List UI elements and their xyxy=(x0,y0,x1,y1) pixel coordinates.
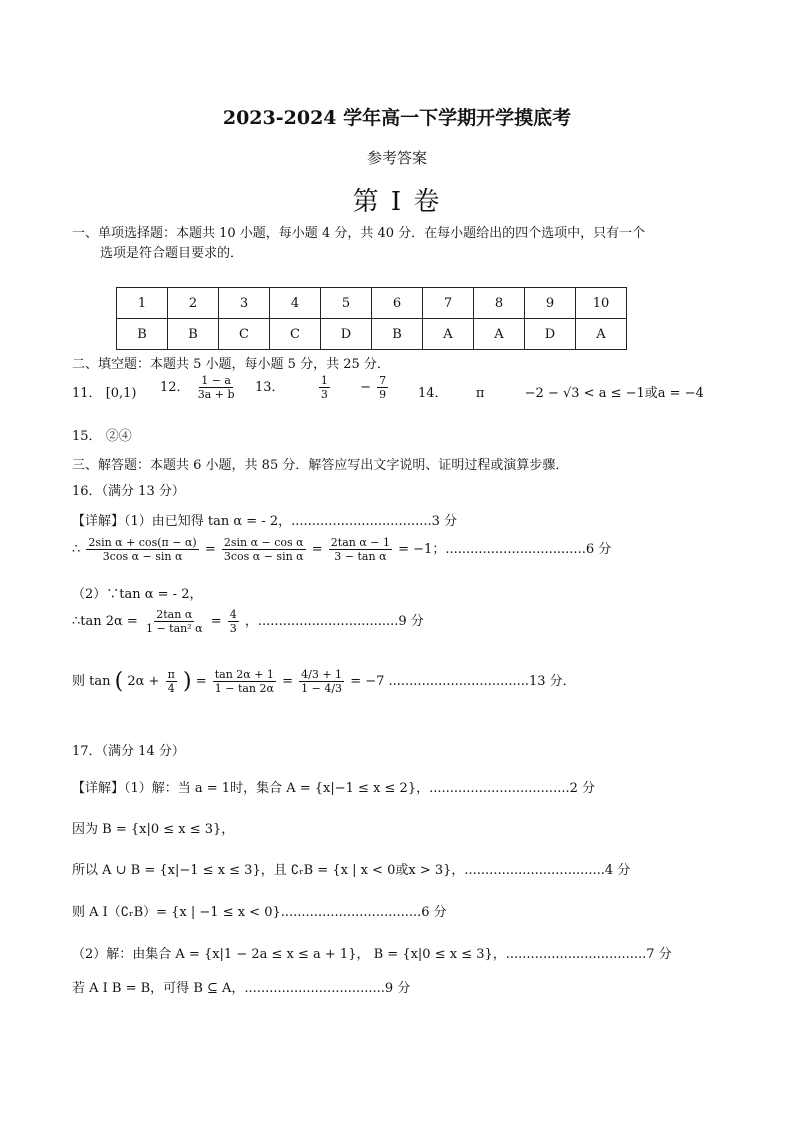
q13-b-denominator: 9 xyxy=(379,388,387,402)
q17-step6: 若 A I B = B，可得 B ⊆ A，..................................9 分 xyxy=(72,981,411,996)
table-cell: 1 xyxy=(117,288,168,319)
fraction-numerator: 4 xyxy=(229,608,237,621)
q13-row xyxy=(255,374,390,401)
volume-heading: 第 I 卷 xyxy=(352,187,442,217)
equals-sign: = xyxy=(210,614,222,630)
q11-label: 11． xyxy=(72,386,102,401)
q13-b-sign: − xyxy=(360,380,372,396)
q13-answer-b xyxy=(377,374,388,401)
q13-label: 13． xyxy=(255,380,285,396)
q14-answer-a: π xyxy=(475,386,485,401)
fraction-numerator: 4/3 + 1 xyxy=(301,668,343,681)
q15-row xyxy=(72,425,132,444)
q16-step4-tail: = −7 ..................................13 分． xyxy=(350,674,576,690)
q13-a-numerator: 1 xyxy=(320,374,328,387)
q12-denominator: 3a + b xyxy=(197,388,235,402)
q17-step2: 因为 B = {x|0 ≤ x ≤ 3}， xyxy=(72,822,235,837)
fraction-numerator: π xyxy=(167,668,175,681)
q14-label: 14． xyxy=(418,386,448,401)
answer-table-answer-row xyxy=(117,319,627,350)
table-cell: 5 xyxy=(321,288,372,319)
table-cell: C xyxy=(219,319,270,350)
table-cell: A xyxy=(474,319,525,350)
q16-step3-tail: ，..................................9 分 xyxy=(244,614,424,630)
q12-label: 12． xyxy=(160,380,190,396)
q16-tan2a-fraction xyxy=(144,608,205,635)
q16-compound-fraction xyxy=(299,668,344,695)
table-cell: 10 xyxy=(576,288,627,319)
q17-step1: 【详解】（1）解：当 a = 1时，集合 A = {x|−1 ≤ x ≤ 2}，..................................2 分 xyxy=(72,781,595,796)
section3-heading: 三、解答题：本题共 6 小题，共 85 分．解答应写出文字说明、证明过程或演算步骤． xyxy=(72,458,569,473)
q17-header: 17．（满分 14 分） xyxy=(72,744,185,759)
fraction-denominator: 3cos α − sin α xyxy=(223,550,304,564)
fraction-numerator: 2sin α − cos α xyxy=(223,536,304,549)
q12-row xyxy=(160,374,239,401)
q16-step1: 【详解】（1）由已知得 tan α = - 2，..................................3 分 xyxy=(72,514,458,529)
table-cell: B xyxy=(168,319,219,350)
table-cell: D xyxy=(525,319,576,350)
fraction-numerator: tan 2α + 1 xyxy=(214,668,274,681)
table-cell: 3 xyxy=(219,288,270,319)
answer-table-number-row xyxy=(117,288,627,319)
q16-step3-prefix: ∴tan 2α = xyxy=(72,614,138,630)
section2-heading: 二、填空题：本题共 5 小题，每小题 5 分，共 25 分． xyxy=(72,357,390,372)
table-cell: 7 xyxy=(423,288,474,319)
q15-label: 15． xyxy=(72,429,102,444)
q16-result-fraction xyxy=(228,608,239,635)
q16-step3 xyxy=(72,608,424,635)
q15-answer: ②④ xyxy=(105,429,132,444)
table-cell: 6 xyxy=(372,288,423,319)
fraction-denominator: 3cos α − sin α xyxy=(102,550,183,564)
q16-part2-given: （2）∵tan α = - 2， xyxy=(72,587,203,602)
q17-step5: （2）解：由集合 A = {x|1 − 2a ≤ x ≤ a + 1}， B = {x|0 ≤ x ≤ 3}，..................................7 分 xyxy=(72,947,672,962)
fraction-denominator: 1 − tan² α xyxy=(145,622,203,636)
fraction-numerator: 2sin α + cos(π − α) xyxy=(88,536,197,549)
page-title: 2023-2024 学年高一下学期开学摸底考 xyxy=(222,107,572,129)
q17-step3: 所以 A ∪ B = {x|−1 ≤ x ≤ 3}，且 ∁ᵣB = {x | x < 0或x > 3}，..................................4 分 xyxy=(72,863,631,878)
q12-numerator: 1 − a xyxy=(201,374,231,387)
table-cell: B xyxy=(372,319,423,350)
q13-a-denominator: 3 xyxy=(320,388,328,402)
q11-answer: [0,1) xyxy=(105,386,137,401)
fraction-denominator: 1 − 4/3 xyxy=(301,682,343,696)
q16-step2-tail: = −1；..................................6 分 xyxy=(398,542,612,558)
fraction-denominator: 4 xyxy=(167,682,175,696)
q16-fraction-2 xyxy=(222,536,306,563)
fraction-numerator: 2tan α xyxy=(156,608,193,621)
fraction-denominator: 3 − tan α xyxy=(334,550,387,564)
q13-answer-a xyxy=(319,374,330,401)
q16-arg-fraction xyxy=(166,668,177,695)
table-cell: 8 xyxy=(474,288,525,319)
fraction-denominator: 3 xyxy=(229,622,237,636)
table-cell: 2 xyxy=(168,288,219,319)
q16-step4: 则 tan ( 2α + $\frac{\pi}{4}$ ) = $\frac{\tan 2\alpha + 1}{1 - \tan 2\alpha}$ = $\frac{4/3 + 1}{1 - 4/3}$ = −7 ..................................13 分． xyxy=(72,668,576,696)
q16-fraction-3 xyxy=(329,536,392,563)
fraction-numerator: 2tan α − 1 xyxy=(330,536,390,549)
q17-step4: 则 A I（∁ᵣB）= {x | −1 ≤ x < 0}..................................6 分 xyxy=(72,905,447,920)
q14-row xyxy=(418,382,704,401)
table-cell: 4 xyxy=(270,288,321,319)
q16-fraction-1 xyxy=(86,536,198,563)
table-cell: D xyxy=(321,319,372,350)
q13-b-numerator: 7 xyxy=(379,374,387,387)
section1-instructions-line1: 一、单项选择题：本题共 10 小题，每小题 4 分，共 40 分．在每小题给出的四个选项中，只有一个 xyxy=(72,226,646,241)
fraction-denominator: 1 − tan 2α xyxy=(214,682,274,696)
q16-header: 16．（满分 13 分） xyxy=(72,484,185,499)
q16-step2: ∴ $\frac{\text{2sin α + cos(π − α)}}{\text{3cos α − sin α}}$ = $\frac{\text{2sin α − cos α}}{\text{3cos α − sin α}}$ = $\frac{\text{2tan α − 1}}{\text{3 − tan α}}$ = −1；..................................6 分 xyxy=(72,536,612,564)
table-cell: A xyxy=(423,319,474,350)
q11-row xyxy=(72,382,137,401)
table-cell: B xyxy=(117,319,168,350)
section1-instructions-line2: 选项是符合题目要求的． xyxy=(100,246,244,261)
therefore-symbol: ∴ xyxy=(72,542,81,558)
q16-step4-prefix: 则 tan xyxy=(72,674,111,690)
answer-table xyxy=(116,287,627,350)
page-subtitle: 参考答案 xyxy=(366,149,427,167)
table-cell: C xyxy=(270,319,321,350)
q12-fraction xyxy=(196,374,237,401)
q16-tan-sum-fraction xyxy=(213,668,276,695)
q16-arg-a: 2α + xyxy=(127,674,160,690)
table-cell: 9 xyxy=(525,288,576,319)
table-cell: A xyxy=(576,319,627,350)
q14-answer-b: −2 − √3 < a ≤ −1或a = −4 xyxy=(524,386,704,401)
